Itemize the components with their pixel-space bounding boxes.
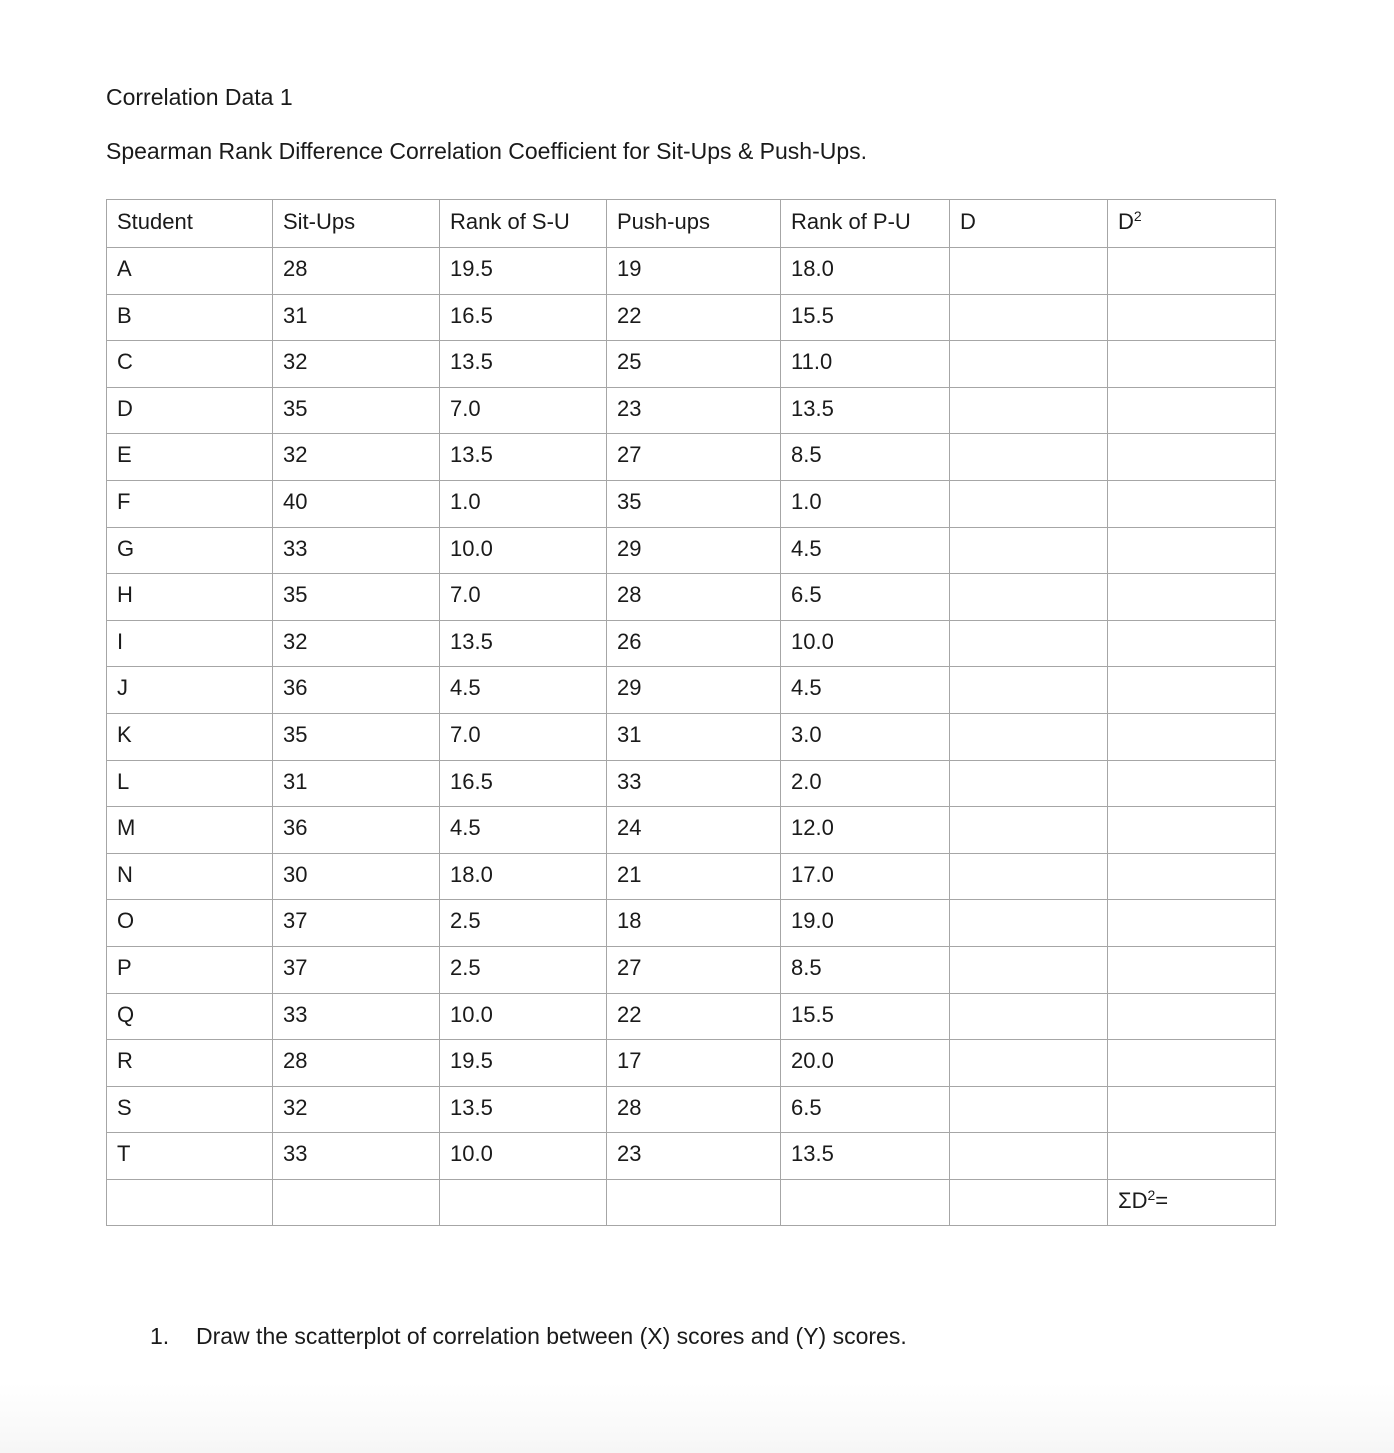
cell-pushups: 19	[607, 248, 781, 295]
cell-pushups: 26	[607, 620, 781, 667]
cell-d-squared	[1108, 248, 1276, 295]
table-header-row	[107, 200, 1276, 248]
cell-rank-pushups: 11.0	[781, 341, 950, 388]
cell-d	[950, 294, 1108, 341]
table-footer-row	[107, 1179, 1276, 1226]
cell-student: N	[107, 853, 273, 900]
cell-student: I	[107, 620, 273, 667]
table-row	[107, 1040, 1276, 1087]
cell-d-squared	[1108, 667, 1276, 714]
cell-student: K	[107, 713, 273, 760]
cell-d	[950, 480, 1108, 527]
cell-student: P	[107, 946, 273, 993]
cell-rank-situps: 10.0	[440, 993, 607, 1040]
cell-situps: 33	[273, 1133, 440, 1180]
table-row	[107, 480, 1276, 527]
cell-rank-situps: 1.0	[440, 480, 607, 527]
cell-situps: 36	[273, 807, 440, 854]
cell-d-squared	[1108, 480, 1276, 527]
spearman-data-table	[106, 199, 1276, 1226]
cell-student: A	[107, 248, 273, 295]
cell-d-squared	[1108, 900, 1276, 947]
cell-d-squared	[1108, 574, 1276, 621]
table-row	[107, 527, 1276, 574]
cell-pushups: 22	[607, 993, 781, 1040]
cell-rank-situps: 13.5	[440, 620, 607, 667]
cell-d	[950, 807, 1108, 854]
cell-d	[950, 900, 1108, 947]
cell-d	[950, 713, 1108, 760]
cell-situps: 28	[273, 1040, 440, 1087]
cell-rank-pushups: 10.0	[781, 620, 950, 667]
cell-d	[950, 1133, 1108, 1180]
header-rank-situps: Rank of S-U	[440, 200, 607, 248]
cell-d-squared	[1108, 1040, 1276, 1087]
cell-situps: 31	[273, 760, 440, 807]
cell-rank-pushups: 20.0	[781, 1040, 950, 1087]
cell-pushups: 23	[607, 387, 781, 434]
sum-d-squared-exponent: 2	[1147, 1186, 1156, 1203]
cell-pushups: 24	[607, 807, 781, 854]
cell-student: R	[107, 1040, 273, 1087]
table-row	[107, 900, 1276, 947]
cell-pushups: 27	[607, 434, 781, 481]
cell-rank-pushups: 12.0	[781, 807, 950, 854]
cell-rank-pushups: 6.5	[781, 1086, 950, 1133]
table-row	[107, 248, 1276, 295]
cell-student: S	[107, 1086, 273, 1133]
cell-d	[950, 760, 1108, 807]
cell-d	[950, 387, 1108, 434]
cell-pushups: 17	[607, 1040, 781, 1087]
cell-pushups: 22	[607, 294, 781, 341]
question-text: Draw the scatterplot of correlation between (X) scores and (Y) scores.	[196, 1323, 907, 1349]
table-row	[107, 853, 1276, 900]
cell-situps: 31	[273, 294, 440, 341]
header-d-squared-base: D	[1118, 209, 1134, 234]
cell-rank-situps: 16.5	[440, 294, 607, 341]
cell-rank-pushups: 18.0	[781, 248, 950, 295]
cell-situps: 32	[273, 620, 440, 667]
cell-situps: 37	[273, 900, 440, 947]
cell-d	[950, 620, 1108, 667]
cell-situps: 37	[273, 946, 440, 993]
cell-rank-pushups: 1.0	[781, 480, 950, 527]
table-row	[107, 1133, 1276, 1180]
cell-rank-pushups: 17.0	[781, 853, 950, 900]
cell-pushups: 31	[607, 713, 781, 760]
cell-pushups: 18	[607, 900, 781, 947]
cell-pushups: 21	[607, 853, 781, 900]
cell-rank-situps: 10.0	[440, 1133, 607, 1180]
cell-rank-pushups: 6.5	[781, 574, 950, 621]
question-number: 1.	[150, 1323, 170, 1349]
table-row	[107, 993, 1276, 1040]
cell-student: J	[107, 667, 273, 714]
cell-rank-pushups: 2.0	[781, 760, 950, 807]
cell-d	[950, 574, 1108, 621]
cell-situps: 28	[273, 248, 440, 295]
cell-d-squared	[1108, 713, 1276, 760]
table-row	[107, 294, 1276, 341]
sum-d-squared-equals: =	[1155, 1187, 1169, 1213]
cell-d	[950, 946, 1108, 993]
question-list	[150, 1323, 907, 1350]
cell-rank-pushups: 8.5	[781, 946, 950, 993]
cell-d-squared	[1108, 434, 1276, 481]
table-row	[107, 760, 1276, 807]
cell-rank-situps: 7.0	[440, 387, 607, 434]
cell-d-squared	[1108, 387, 1276, 434]
cell-student: T	[107, 1133, 273, 1180]
cell-d-squared	[1108, 1086, 1276, 1133]
cell-rank-pushups: 3.0	[781, 713, 950, 760]
cell-d-squared	[1108, 807, 1276, 854]
cell-situps: 35	[273, 387, 440, 434]
cell-d-squared	[1108, 1133, 1276, 1180]
cell-d-squared	[1108, 853, 1276, 900]
table-row	[107, 434, 1276, 481]
footer-empty-cell	[781, 1179, 950, 1226]
cell-d-squared	[1108, 993, 1276, 1040]
cell-pushups: 33	[607, 760, 781, 807]
cell-student: H	[107, 574, 273, 621]
cell-situps: 35	[273, 574, 440, 621]
sum-d-squared-cell	[1108, 1179, 1276, 1226]
header-rank-pushups: Rank of P-U	[781, 200, 950, 248]
cell-rank-pushups: 15.5	[781, 993, 950, 1040]
document-subtitle: Spearman Rank Difference Correlation Coefficient for Sit-Ups & Push-Ups.	[106, 138, 868, 164]
cell-pushups: 25	[607, 341, 781, 388]
cell-rank-pushups: 4.5	[781, 527, 950, 574]
cell-d-squared	[1108, 341, 1276, 388]
header-pushups: Push-ups	[607, 200, 781, 248]
table-row	[107, 946, 1276, 993]
sum-d-squared-prefix: ΣD	[1118, 1187, 1148, 1213]
cell-rank-situps: 13.5	[440, 341, 607, 388]
cell-student: L	[107, 760, 273, 807]
page-bottom-shade	[0, 1383, 1394, 1453]
cell-student: O	[107, 900, 273, 947]
cell-student: M	[107, 807, 273, 854]
table-row	[107, 1086, 1276, 1133]
cell-d	[950, 1086, 1108, 1133]
cell-d	[950, 1040, 1108, 1087]
cell-rank-pushups: 19.0	[781, 900, 950, 947]
table-row	[107, 620, 1276, 667]
header-d-squared	[1108, 200, 1276, 248]
cell-situps: 36	[273, 667, 440, 714]
cell-student: D	[107, 387, 273, 434]
cell-d	[950, 853, 1108, 900]
cell-situps: 32	[273, 434, 440, 481]
cell-d-squared	[1108, 760, 1276, 807]
cell-pushups: 27	[607, 946, 781, 993]
cell-student: C	[107, 341, 273, 388]
footer-empty-cell	[107, 1179, 273, 1226]
cell-student: B	[107, 294, 273, 341]
cell-rank-situps: 7.0	[440, 574, 607, 621]
question-item	[150, 1323, 907, 1350]
cell-pushups: 29	[607, 667, 781, 714]
cell-student: E	[107, 434, 273, 481]
cell-d	[950, 527, 1108, 574]
cell-rank-pushups: 13.5	[781, 1133, 950, 1180]
cell-d-squared	[1108, 294, 1276, 341]
header-d: D	[950, 200, 1108, 248]
cell-situps: 33	[273, 527, 440, 574]
cell-rank-pushups: 8.5	[781, 434, 950, 481]
cell-pushups: 29	[607, 527, 781, 574]
table-body	[107, 200, 1276, 1226]
cell-situps: 32	[273, 341, 440, 388]
cell-rank-situps: 4.5	[440, 667, 607, 714]
table-row	[107, 713, 1276, 760]
cell-situps: 35	[273, 713, 440, 760]
cell-d-squared	[1108, 620, 1276, 667]
cell-student: Q	[107, 993, 273, 1040]
table-row	[107, 667, 1276, 714]
footer-empty-cell	[607, 1179, 781, 1226]
cell-d	[950, 434, 1108, 481]
cell-d-squared	[1108, 527, 1276, 574]
table-row	[107, 341, 1276, 388]
header-d-squared-exponent: 2	[1133, 208, 1142, 224]
cell-pushups: 35	[607, 480, 781, 527]
cell-rank-situps: 18.0	[440, 853, 607, 900]
cell-rank-situps: 13.5	[440, 1086, 607, 1133]
table-row	[107, 574, 1276, 621]
cell-rank-situps: 19.5	[440, 1040, 607, 1087]
cell-rank-situps: 4.5	[440, 807, 607, 854]
cell-rank-situps: 2.5	[440, 900, 607, 947]
cell-student: F	[107, 480, 273, 527]
footer-empty-cell	[273, 1179, 440, 1226]
table-row	[107, 387, 1276, 434]
cell-situps: 32	[273, 1086, 440, 1133]
cell-pushups: 23	[607, 1133, 781, 1180]
footer-empty-cell	[950, 1179, 1108, 1226]
cell-situps: 33	[273, 993, 440, 1040]
cell-rank-pushups: 15.5	[781, 294, 950, 341]
cell-rank-situps: 16.5	[440, 760, 607, 807]
cell-rank-pushups: 4.5	[781, 667, 950, 714]
footer-empty-cell	[440, 1179, 607, 1226]
cell-rank-situps: 13.5	[440, 434, 607, 481]
cell-rank-situps: 7.0	[440, 713, 607, 760]
table-row	[107, 807, 1276, 854]
cell-situps: 30	[273, 853, 440, 900]
header-student: Student	[107, 200, 273, 248]
cell-rank-situps: 19.5	[440, 248, 607, 295]
document-title: Correlation Data 1	[106, 84, 293, 110]
cell-student: G	[107, 527, 273, 574]
cell-pushups: 28	[607, 1086, 781, 1133]
cell-rank-pushups: 13.5	[781, 387, 950, 434]
cell-d	[950, 248, 1108, 295]
cell-d	[950, 993, 1108, 1040]
cell-rank-situps: 10.0	[440, 527, 607, 574]
header-situps: Sit-Ups	[273, 200, 440, 248]
cell-situps: 40	[273, 480, 440, 527]
cell-d-squared	[1108, 946, 1276, 993]
cell-d	[950, 341, 1108, 388]
cell-pushups: 28	[607, 574, 781, 621]
cell-rank-situps: 2.5	[440, 946, 607, 993]
cell-d	[950, 667, 1108, 714]
